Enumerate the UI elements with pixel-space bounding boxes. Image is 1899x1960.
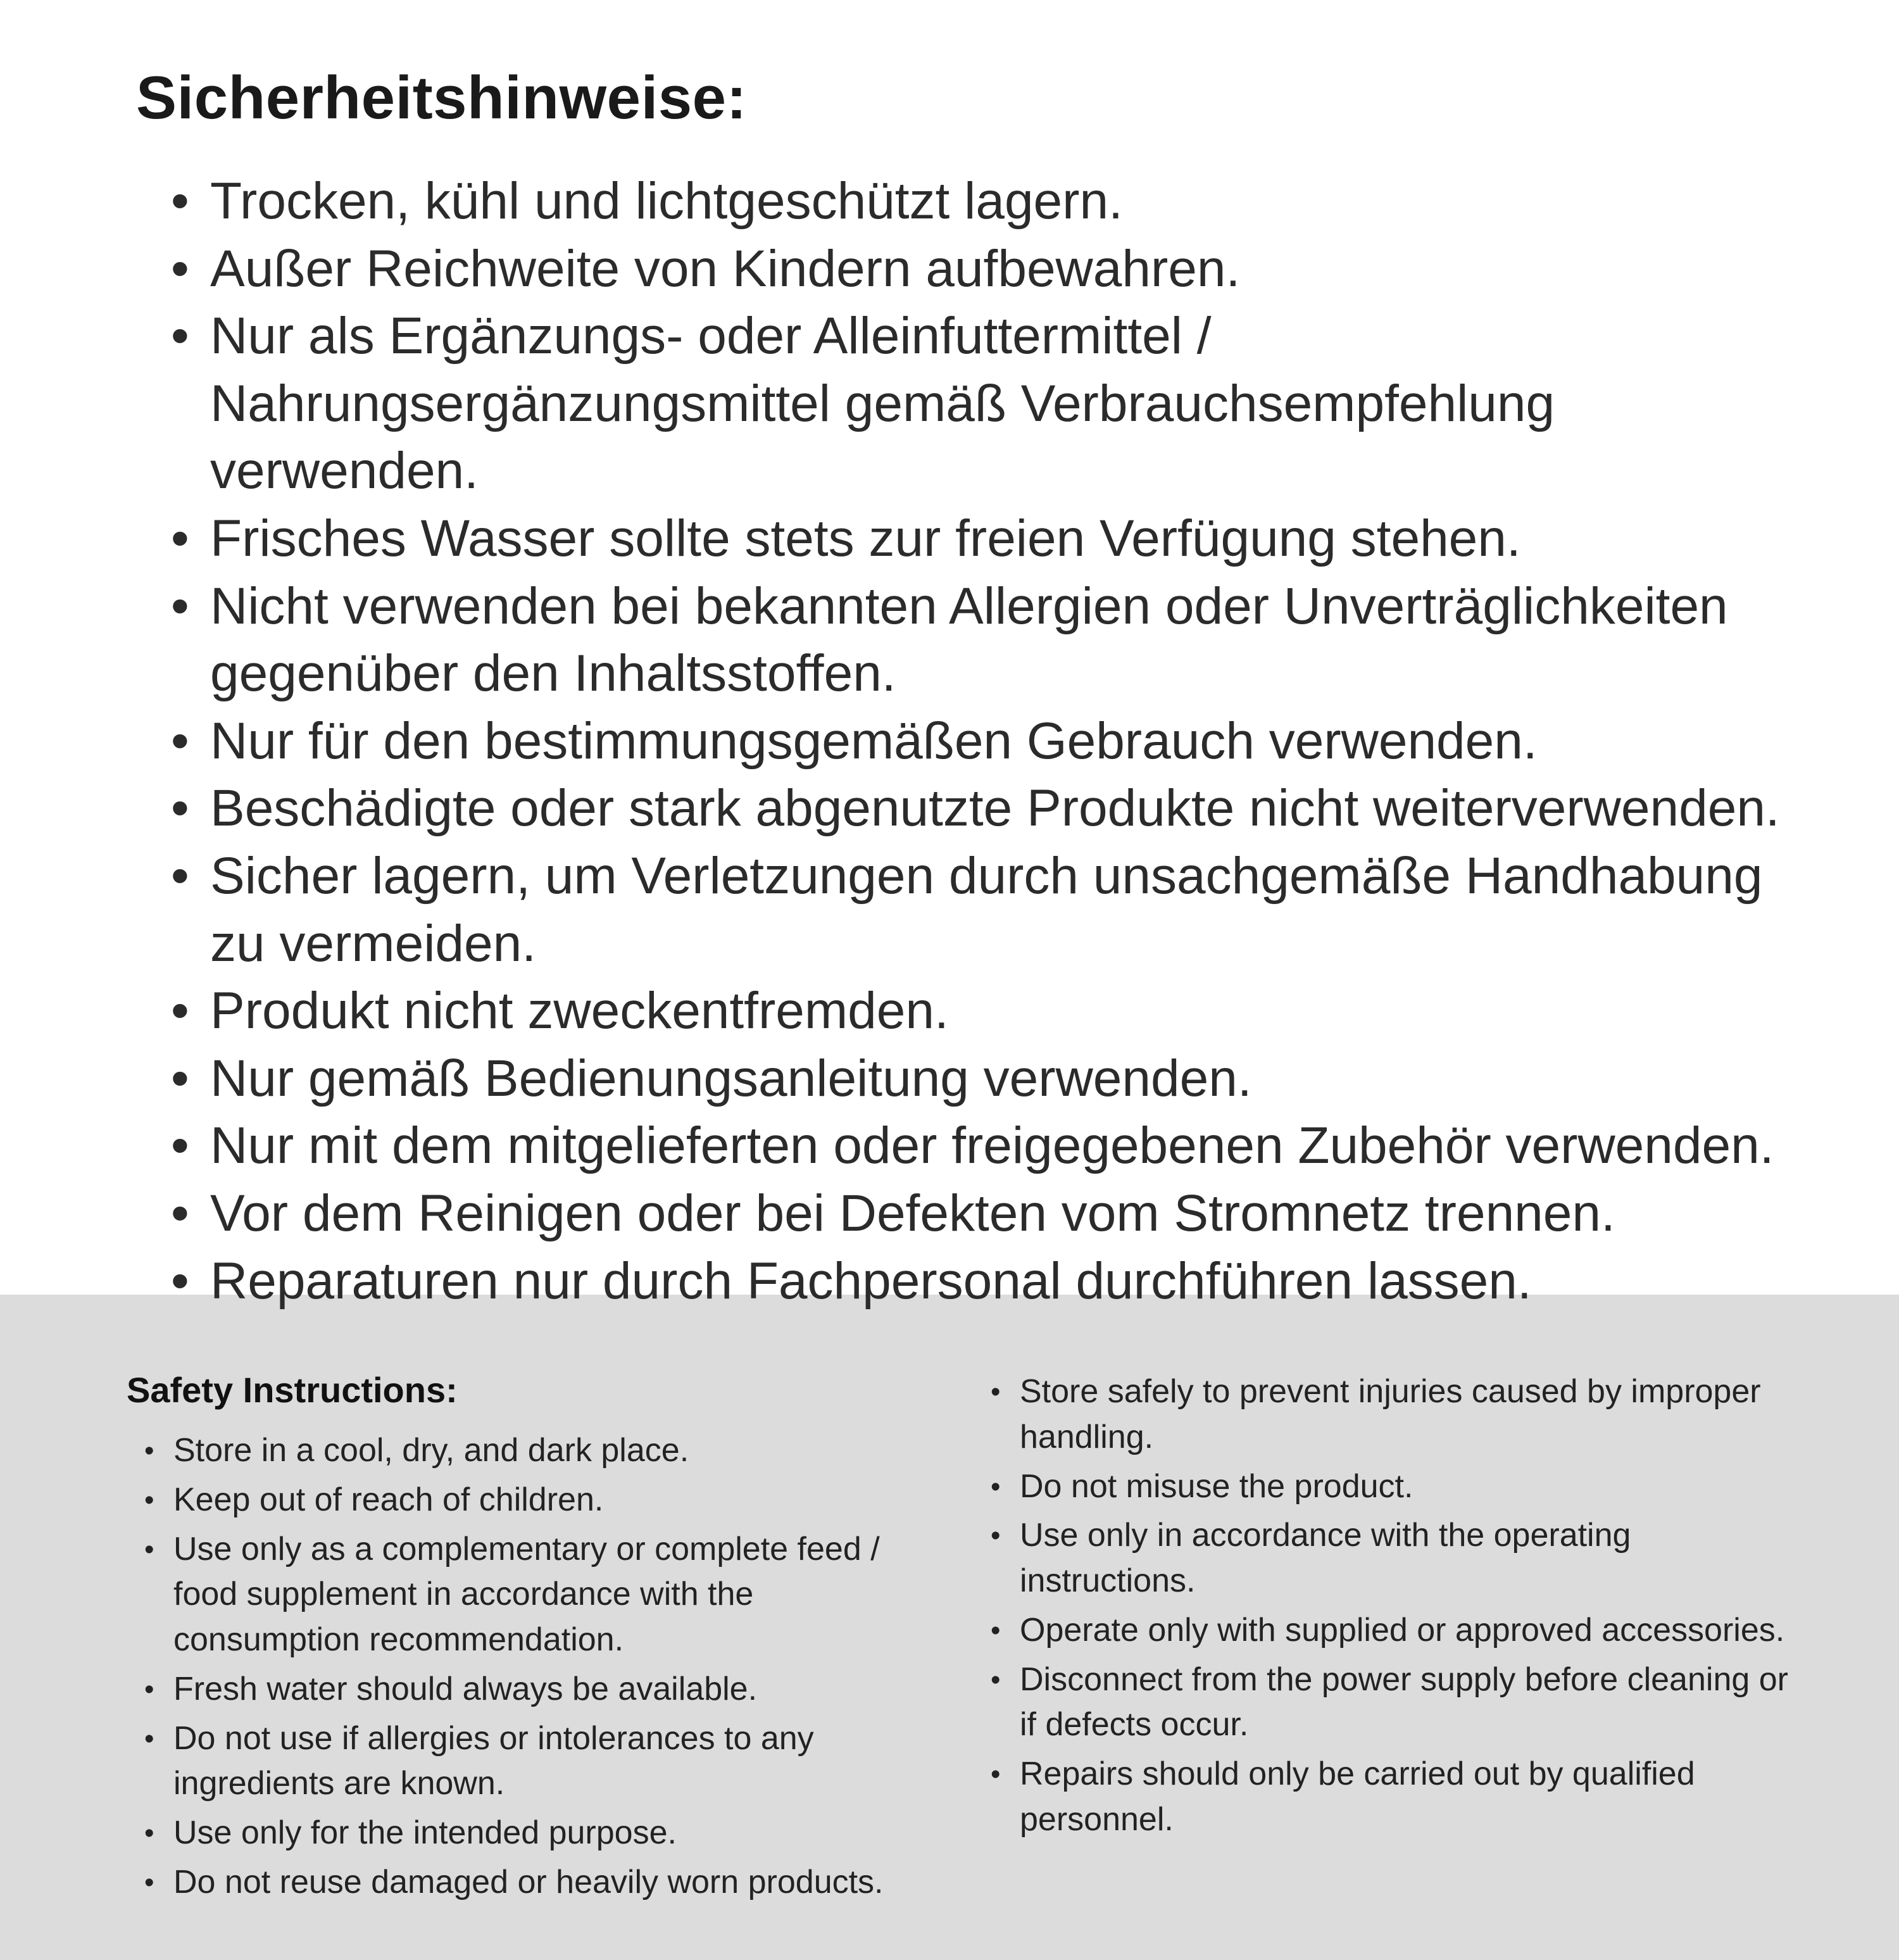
list-item: • Use only as a complementary or complete feed / food supplement in accordance with the consumption recommendation. bbox=[144, 1527, 934, 1663]
list-item: • Nur gemäß Bedienungsanleitung verwenden. bbox=[171, 1045, 1804, 1113]
list-item: • Fresh water should always be available. bbox=[144, 1667, 934, 1712]
german-section-title: Sicherheitshinweise: bbox=[136, 64, 747, 132]
list-item: • Sicher lagern, um Verletzungen durch unsachgemäße Handhabung zu vermeiden. bbox=[171, 843, 1804, 977]
list-item: • Reparaturen nur durch Fachpersonal durchführen lassen. bbox=[171, 1248, 1804, 1316]
list-item: • Vor dem Reinigen oder bei Defekten vom Stromnetz trennen. bbox=[171, 1180, 1804, 1248]
list-item: • Trocken, kühl und lichtgeschützt lagern. bbox=[171, 168, 1804, 236]
list-item: • Nicht verwenden bei bekannten Allergien oder Unverträglichkeiten gegenüber den Inhaltsstoffen. bbox=[171, 573, 1804, 708]
list-item: • Nur als Ergänzungs- oder Alleinfuttermittel / Nahrungsergänzungsmittel gemäß Verbrauchsempfehlung verwenden. bbox=[171, 303, 1804, 505]
list-item: • Außer Reichweite von Kindern aufbewahren. bbox=[171, 236, 1804, 303]
list-item: • Beschädigte oder stark abgenutzte Produkte nicht weiterverwenden. bbox=[171, 775, 1804, 843]
list-item: • Disconnect from the power supply before cleaning or if defects occur. bbox=[991, 1657, 1798, 1749]
list-item: • Repairs should only be carried out by qualified personnel. bbox=[991, 1752, 1798, 1843]
english-safety-section bbox=[0, 1295, 1899, 1960]
english-section-title: Safety Instructions: bbox=[127, 1370, 458, 1410]
list-item: • Do not use if allergies or intolerances to any ingredients are known. bbox=[144, 1716, 934, 1807]
list-item: • Nur mit dem mitgelieferten oder freigegebenen Zubehör verwenden. bbox=[171, 1112, 1804, 1180]
list-item: • Store in a cool, dry, and dark place. bbox=[144, 1428, 934, 1474]
list-item: • Keep out of reach of children. bbox=[144, 1478, 934, 1523]
list-item: • Do not reuse damaged or heavily worn products. bbox=[144, 1860, 934, 1906]
list-item: • Operate only with supplied or approved accessories. bbox=[991, 1608, 1798, 1654]
list-item: • Use only for the intended purpose. bbox=[144, 1811, 934, 1856]
list-item: • Store safely to prevent injuries caused by improper handling. bbox=[991, 1369, 1798, 1461]
german-safety-list bbox=[136, 168, 1804, 1315]
english-safety-list-left bbox=[127, 1428, 934, 1906]
list-item: • Frisches Wasser sollte stets zur freien Verfügung stehen. bbox=[171, 505, 1804, 573]
list-item: • Use only in accordance with the operating instructions. bbox=[991, 1513, 1798, 1604]
english-right-column bbox=[991, 1369, 1798, 1909]
list-item: • Produkt nicht zweckentfremden. bbox=[171, 977, 1804, 1045]
list-item: • Nur für den bestimmungsgemäßen Gebrauch verwenden. bbox=[171, 708, 1804, 776]
english-left-column bbox=[127, 1369, 934, 1909]
english-safety-list-right bbox=[991, 1369, 1798, 1843]
list-item: • Do not misuse the product. bbox=[991, 1464, 1798, 1510]
